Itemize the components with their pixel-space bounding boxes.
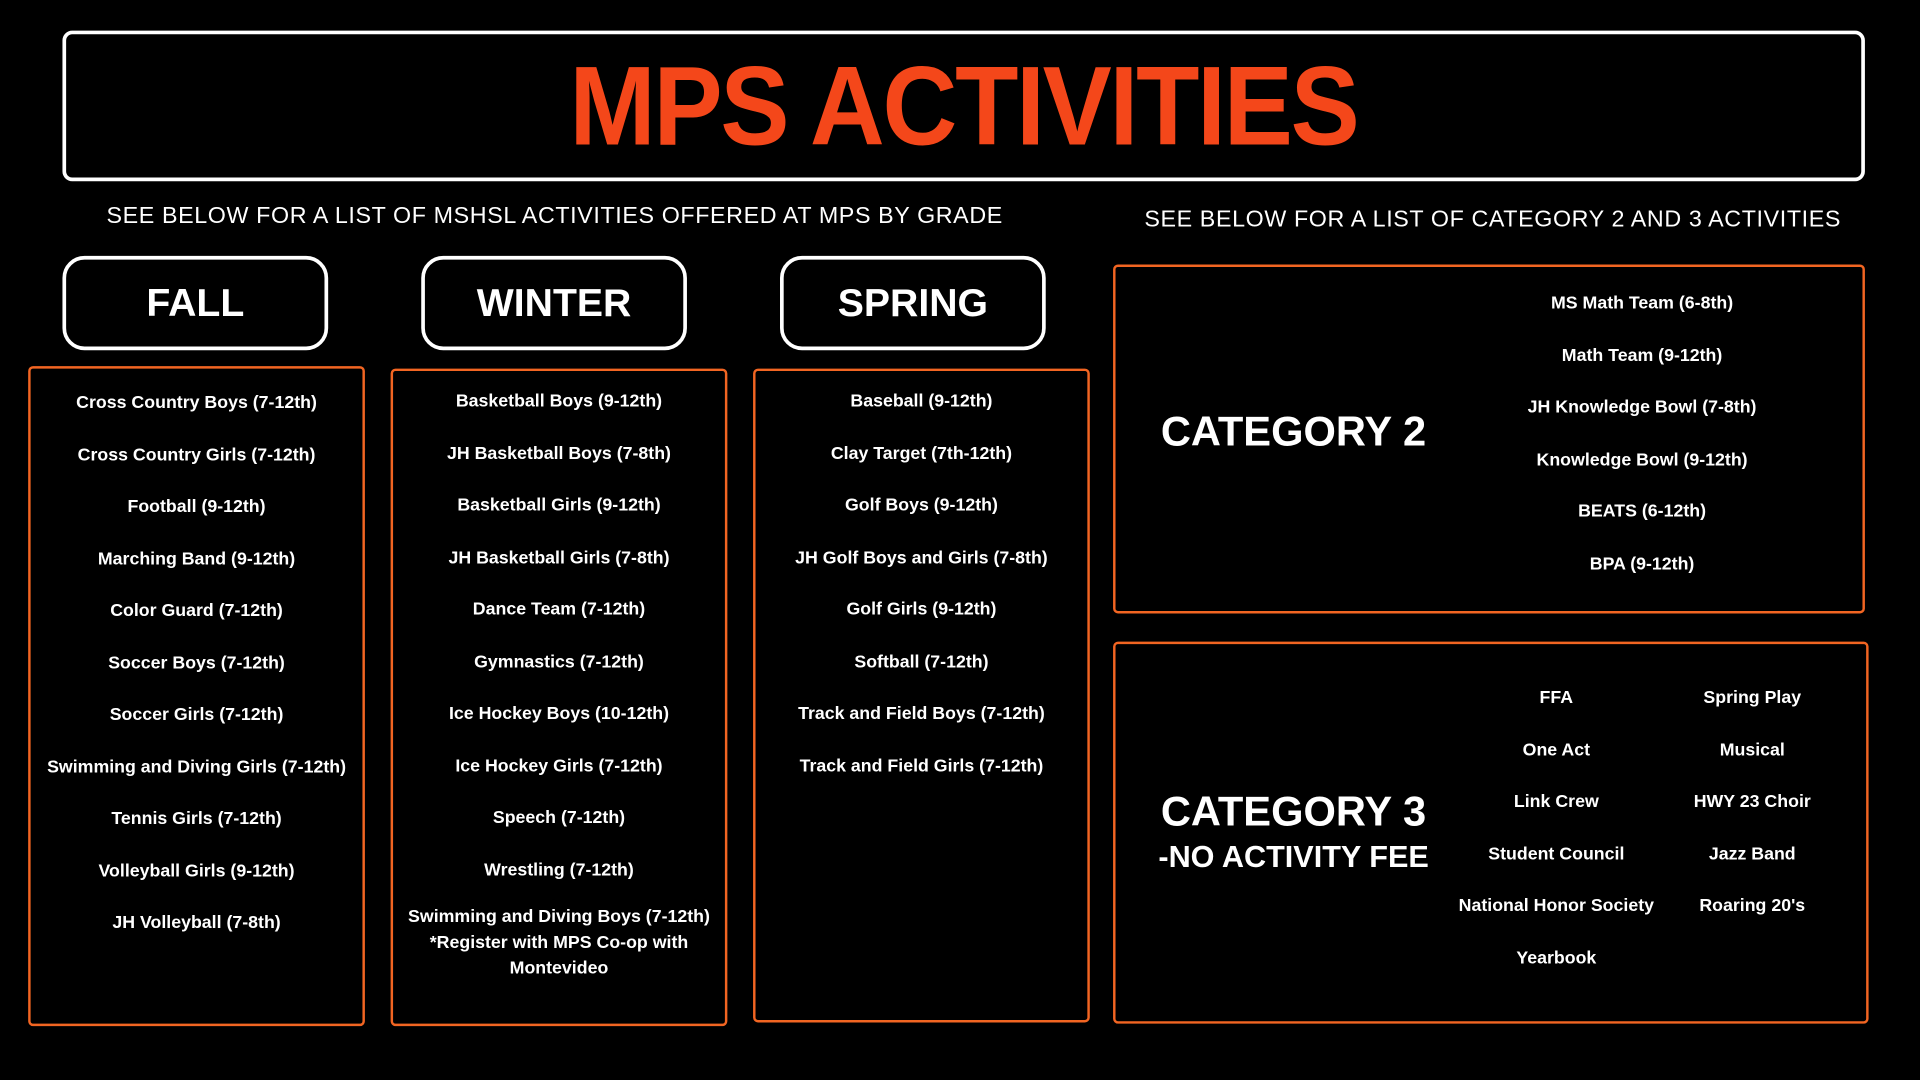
- activity-item: Student Council: [1488, 844, 1625, 864]
- activity-item: MS Math Team (6-8th): [1550, 293, 1734, 314]
- activity-item: Football (9-12th): [127, 497, 266, 517]
- title-banner: [62, 31, 1864, 182]
- activity-item: Marching Band (9-12th): [97, 549, 296, 569]
- activity-item: Math Team (9-12th): [1561, 345, 1723, 366]
- activity-item: Yearbook: [1516, 948, 1597, 968]
- category-2-label: CATEGORY 2: [1160, 408, 1427, 456]
- spring-activities-list: [753, 369, 1090, 1023]
- activity-item: JH Volleyball (7-8th): [112, 913, 281, 934]
- activity-item: Baseball (9-12th): [850, 391, 993, 412]
- activity-item: Color Guard (7-12th): [110, 601, 283, 621]
- activity-item: Swimming and Diving Girls (7-12th): [47, 757, 346, 777]
- activity-item: Cross Country Boys (7-12th): [76, 393, 317, 413]
- activity-item: Golf Boys (9-12th): [844, 495, 998, 516]
- activity-item: Basketball Girls (9-12th): [457, 495, 661, 516]
- activity-item: National Honor Society: [1458, 896, 1655, 916]
- activity-item: Golf Girls (9-12th): [846, 600, 997, 620]
- activity-item: JH Knowledge Bowl (7-8th): [1527, 397, 1757, 418]
- season-header-winter: WINTER: [421, 256, 687, 350]
- activity-item: Track and Field Boys (7-12th): [798, 704, 1045, 724]
- activity-item: BEATS (6-12th): [1578, 502, 1707, 522]
- activity-item: Tennis Girls (7-12th): [111, 809, 282, 829]
- season-header-fall: FALL: [62, 256, 328, 350]
- activity-item: One Act: [1522, 740, 1591, 760]
- activity-item: JH Golf Boys and Girls (7-8th): [795, 547, 1048, 568]
- activity-item: Volleyball Girls (9-12th): [98, 861, 295, 882]
- activity-item: Softball (7-12th): [854, 652, 989, 672]
- winter-activities-list: [391, 369, 728, 1027]
- activity-item: Gymnastics (7-12th): [474, 652, 644, 672]
- activity-item: Speech (7-12th): [492, 808, 626, 828]
- activity-item: Clay Target (7th-12th): [830, 443, 1013, 464]
- subtitle-right: SEE BELOW FOR A LIST OF CATEGORY 2 AND 3 ACTIVITIES: [1144, 206, 1841, 233]
- activity-item: Link Crew: [1513, 792, 1599, 812]
- category-3-sublabel: -NO ACTIVITY FEE: [1158, 840, 1429, 875]
- activity-item: Track and Field Girls (7-12th): [799, 756, 1044, 776]
- activity-item: Knowledge Bowl (9-12th): [1536, 450, 1748, 470]
- activity-item: Jazz Band: [1708, 844, 1796, 864]
- category-2-box: [1113, 264, 1865, 613]
- activity-item: Ice Hockey Boys (10-12th): [448, 704, 670, 724]
- activity-item: Basketball Boys (9-12th): [455, 391, 663, 412]
- activity-item: HWY 23 Choir: [1693, 792, 1811, 812]
- activity-item: JH Basketball Girls (7-8th): [448, 547, 670, 568]
- activity-item: BPA (9-12th): [1589, 554, 1695, 574]
- activity-item: Ice Hockey Girls (7-12th): [455, 756, 663, 776]
- fall-activities-list: [28, 366, 365, 1026]
- activity-item: Cross Country Girls (7-12th): [77, 445, 316, 465]
- activity-item: Wrestling (7-12th): [484, 860, 634, 880]
- category-3-label: CATEGORY 3: [1160, 788, 1427, 836]
- page-title: MPS ACTIVITIES: [569, 43, 1358, 169]
- subtitle-left: SEE BELOW FOR A LIST OF MSHSL ACTIVITIES OFFERED AT MPS BY GRADE: [106, 203, 1003, 229]
- activity-item: Spring Play: [1703, 688, 1802, 708]
- activity-item: Musical: [1719, 740, 1785, 760]
- activity-item: Soccer Boys (7-12th): [108, 653, 285, 673]
- season-header-spring: SPRING: [780, 256, 1046, 350]
- activity-item: FFA: [1539, 688, 1574, 708]
- activity-item: Dance Team (7-12th): [472, 600, 646, 620]
- activity-item: Roaring 20's: [1699, 896, 1806, 916]
- activity-item: Swimming and Diving Boys (7-12th) *Register with MPS Co-op with Montevideo: [408, 907, 710, 979]
- activity-item: JH Basketball Boys (7-8th): [446, 443, 671, 464]
- category-3-box: [1113, 642, 1869, 1024]
- activity-item: Soccer Girls (7-12th): [109, 705, 284, 725]
